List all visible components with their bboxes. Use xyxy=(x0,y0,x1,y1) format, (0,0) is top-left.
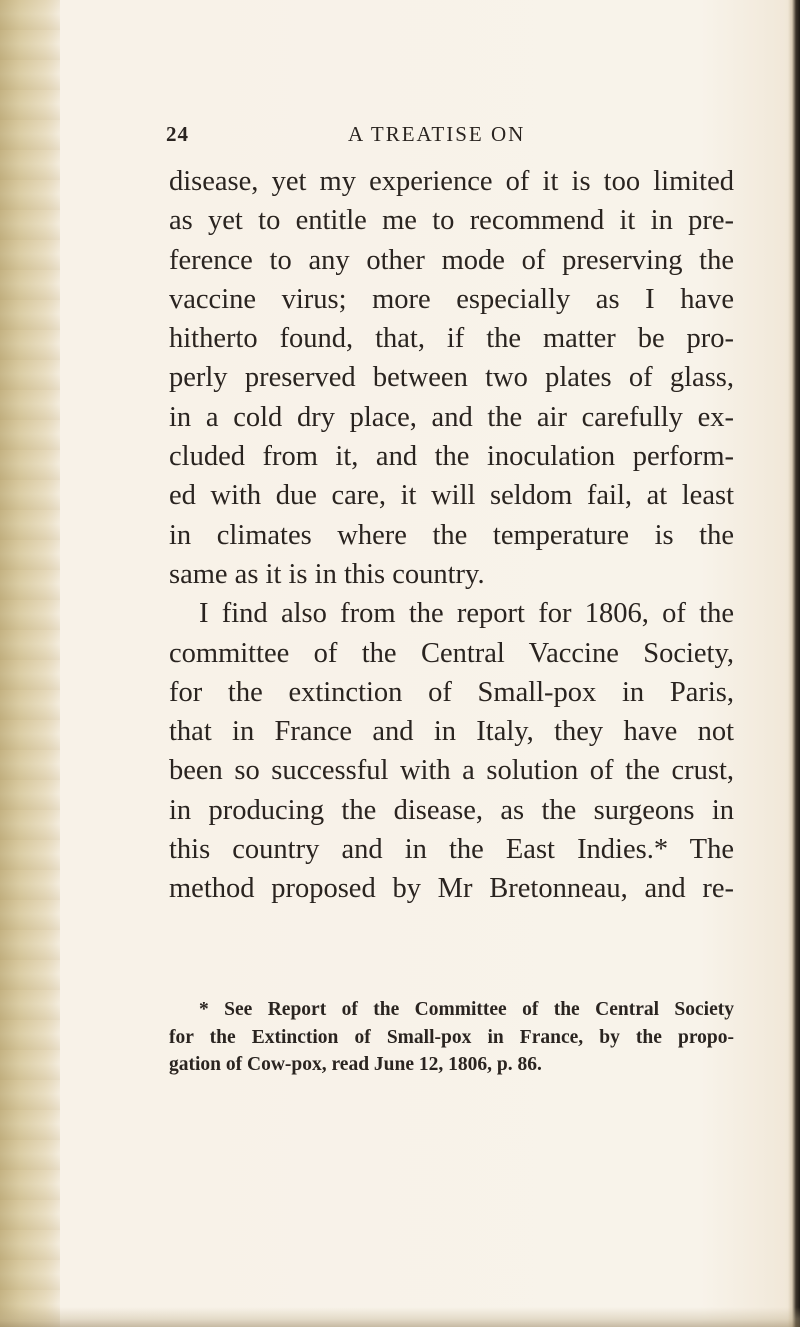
text-line: hitherto found, that, if the matter be pro- xyxy=(169,323,734,355)
text-line: as yet to entitle me to recommend it in pre- xyxy=(169,205,734,237)
text-line: for the extinction of Small-pox in Paris, xyxy=(169,676,734,708)
footnote-line: gation of Cow-pox, read June 12, 1806, p. 86. xyxy=(169,1054,542,1075)
text-line: same as it is in this country. xyxy=(169,558,485,590)
text-line: this country and in the East Indies.* The xyxy=(169,834,734,866)
text-line: I find also from the report for 1806, of the xyxy=(199,598,734,630)
text-line: been so successful with a solution of the crust, xyxy=(169,755,734,787)
page-number: 24 xyxy=(166,122,189,146)
page-right-edge xyxy=(788,0,800,1327)
footnote xyxy=(169,996,734,1079)
footnote-line: * See Report of the Committee of the Central Society xyxy=(199,999,734,1020)
page-header xyxy=(166,122,536,152)
text-line: disease, yet my experience of it is too limited xyxy=(169,166,734,197)
text-line: in producing the disease, as the surgeons in xyxy=(169,794,734,826)
text-line: vaccine virus; more especially as I have xyxy=(169,283,734,315)
text-line: that in France and in Italy, they have not xyxy=(169,716,734,748)
text-line: ed with due care, it will seldom fail, at least xyxy=(169,480,734,512)
running-head: A TREATISE ON xyxy=(348,122,526,146)
text-line: in a cold dry place, and the air carefully ex- xyxy=(169,401,734,433)
text-line: perly preserved between two plates of glass, xyxy=(169,362,734,394)
text-line: ference to any other mode of preserving the xyxy=(169,244,734,276)
page-bottom-edge xyxy=(0,1307,800,1327)
paragraph-2 xyxy=(169,594,734,908)
text-line: in climates where the temperature is the xyxy=(169,519,734,551)
text-line: cluded from it, and the inoculation perform- xyxy=(169,441,734,473)
footnote-line: for the Extinction of Small-pox in France, by the propo- xyxy=(169,1026,734,1048)
paragraph-1 xyxy=(169,162,734,594)
body-text xyxy=(169,162,734,909)
page-binding-edge xyxy=(0,0,60,1327)
text-line: method proposed by Mr Bretonneau, and re- xyxy=(169,873,734,905)
text-line: committee of the Central Vaccine Society, xyxy=(169,637,734,669)
